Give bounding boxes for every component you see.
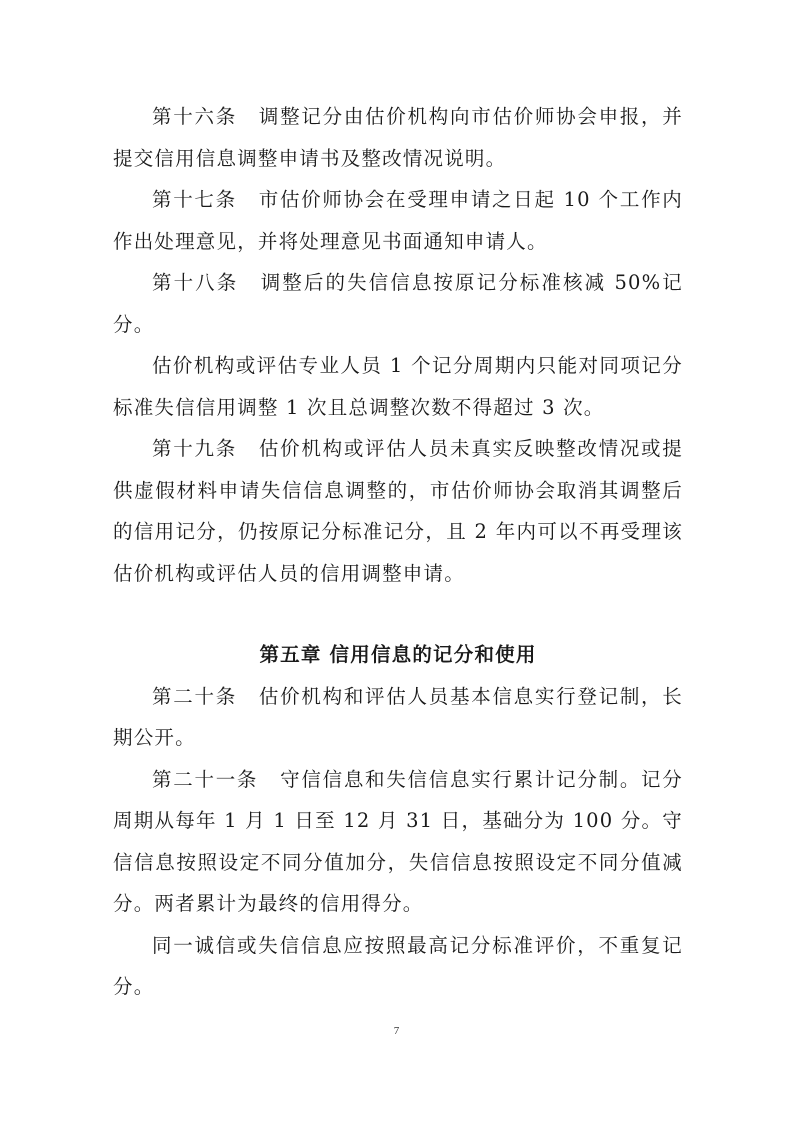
- paragraph-text: 市估价师协会在受理申请之日起 10 个工作内作出处理意见，并将处理意见书面通知申请人。: [113, 188, 683, 253]
- paragraph-text: 同一诚信或失信信息应按照最高记分标准评价，不重复记分。: [113, 933, 683, 998]
- paragraph-text: 守信信息和失信信息实行累计记分制。记分周期从每年 1 月 1 日至 12 月 31 日，基础分为 100 分。守信信息按照设定不同分值加分，失信信息按照设定不同分值减分。两者累计为最终的信用得分。: [113, 767, 683, 915]
- paragraph-text: 估价机构或评估人员未真实反映整改情况或提供虚假材料申请失信信息调整的，市估价师协会取消其调整后的信用记分，仍按原记分标准记分，且 2 年内可以不再受理该估价机构或评估人员的信用调整申请。: [113, 437, 683, 585]
- paragraph-article-19: [113, 428, 683, 594]
- article-number: 第二十一条: [152, 767, 259, 791]
- page-number: 7: [393, 1025, 400, 1037]
- chapter-heading: 第五章 信用信息的记分和使用: [259, 643, 537, 666]
- paragraph-text: 估价机构或评估专业人员 1 个记分周期内只能对同项记分标准失信信用调整 1 次且总调整次数不得超过 3 次。: [113, 354, 683, 419]
- paragraph-article-21: [113, 759, 683, 925]
- paragraph-text: 估价机构和评估人员基本信息实行登记制，长期公开。: [113, 684, 683, 749]
- paragraph-article-16: [113, 96, 683, 179]
- article-number: 第二十条: [152, 684, 237, 708]
- paragraph-text: 调整记分由估价机构向市估价师协会申报，并提交信用信息调整申请书及整改情况说明。: [113, 105, 683, 170]
- paragraph-text: 调整后的失信信息按原记分标准核减 50%记分。: [113, 271, 683, 336]
- article-number: 第十九条: [152, 437, 237, 460]
- article-number: 第十七条: [152, 188, 237, 211]
- paragraph-article-20: [113, 676, 683, 759]
- paragraph-article-17: [113, 179, 683, 262]
- document-body: [113, 96, 683, 1008]
- article-number: 第十六条: [152, 105, 237, 128]
- paragraph-article-21-sub: [113, 925, 683, 1008]
- article-number: 第十八条: [152, 271, 239, 294]
- paragraph-article-18: [113, 262, 683, 345]
- paragraph-article-18-sub: [113, 345, 683, 428]
